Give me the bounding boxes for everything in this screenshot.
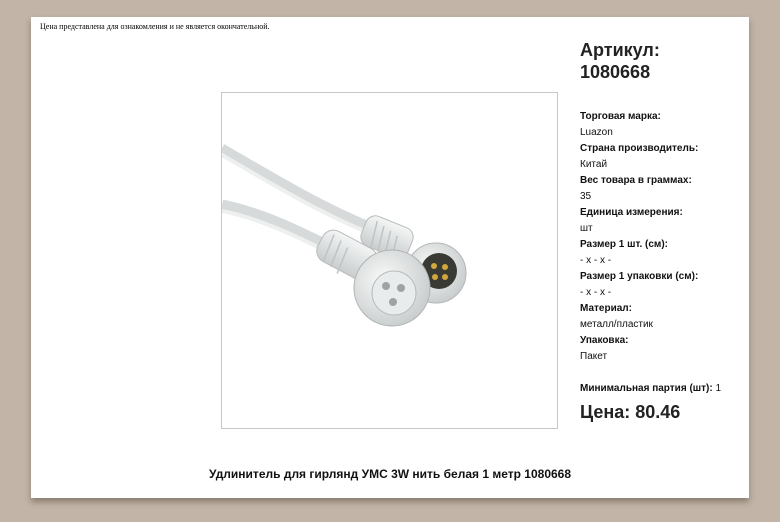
property-name: Вес товара в граммах:: [580, 175, 692, 186]
product-sheet: [31, 17, 749, 498]
price: Цена: 80.46: [580, 402, 681, 422]
property-name: Материал:: [580, 303, 632, 314]
property-value: Luazon: [580, 127, 613, 138]
property-value: 35: [580, 191, 592, 202]
property-value: - x - x -: [580, 255, 612, 266]
property-name: Упаковка:: [580, 335, 629, 346]
property-name: Страна производитель:: [580, 143, 699, 154]
property-value: металл/пластик: [580, 319, 653, 330]
min-batch-label: Минимальная партия (шт):: [580, 383, 713, 394]
properties-list: [580, 109, 745, 365]
property-value: - x - x -: [580, 287, 612, 298]
price-disclaimer: Цена представлена для ознакомления и не является окончательной.: [40, 22, 270, 31]
product-photo: [221, 92, 558, 429]
property-name: Размер 1 шт. (см):: [580, 239, 668, 250]
min-batch: [580, 382, 745, 396]
product-info: [580, 39, 745, 423]
property-name: Единица измерения:: [580, 207, 683, 218]
property-name: Размер 1 упаковки (см):: [580, 271, 699, 282]
sku-label: Артикул:: [580, 40, 660, 60]
property-value: шт: [580, 223, 593, 234]
connector-image: [222, 93, 557, 428]
property-name: Торговая марка:: [580, 111, 661, 122]
property-value: Пакет: [580, 351, 608, 362]
sku-value: 1080668: [580, 62, 651, 82]
min-batch-value: 1: [715, 383, 722, 394]
product-title: Удлинитель для гирлянд УМС 3W нить белая 1 метр 1080668: [208, 467, 572, 481]
property-value: Китай: [580, 159, 608, 170]
